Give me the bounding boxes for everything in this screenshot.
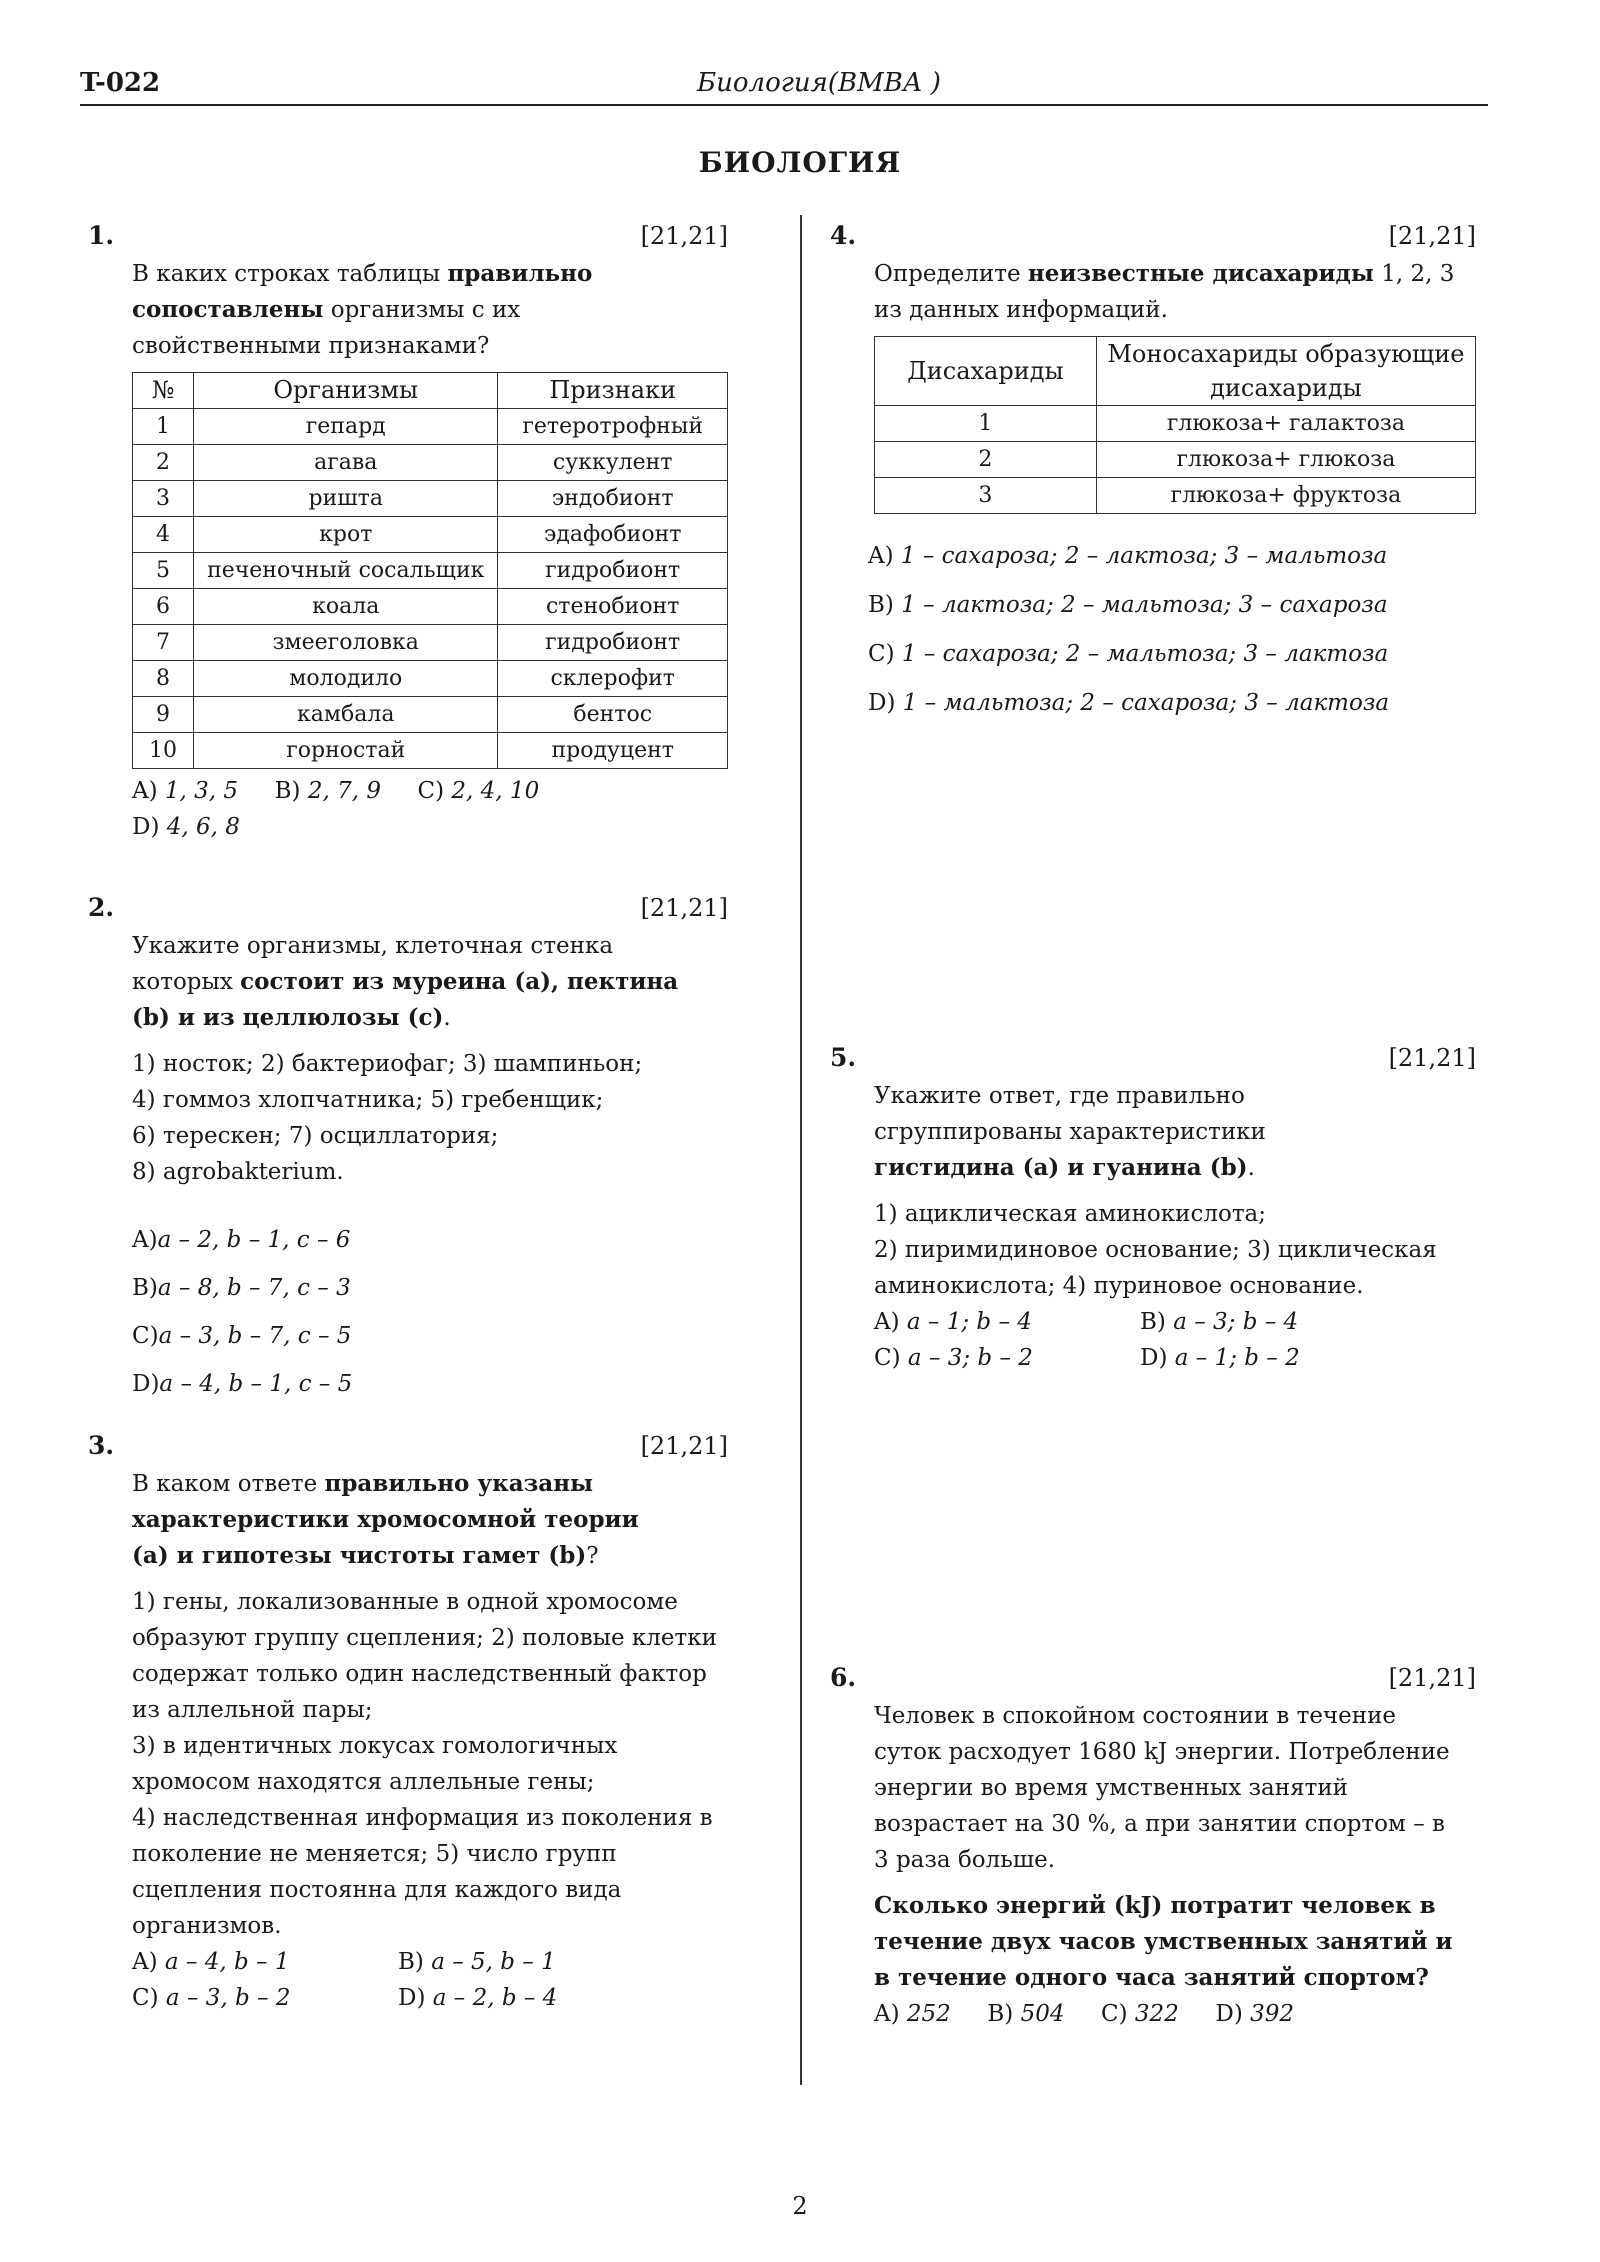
list-item: 2) пиримидиновое основание; 3) циклическая аминокислота; 4) пуриновое основание. — [874, 1237, 1437, 1299]
column-header: Дисахариды — [875, 337, 1097, 406]
table-row: 6 коала стенобионт — [133, 589, 728, 625]
table-row: 3 глюкоза+ фруктоза — [875, 478, 1476, 514]
question-4 — [830, 218, 1476, 728]
item-list — [132, 1584, 732, 1944]
table-row: 3 ришта эндобионт — [133, 481, 728, 517]
list-item: 3) в идентичных локусах гомологичных хромосом находятся аллельные гены; — [132, 1733, 618, 1795]
table-row: 10 горностай продуцент — [133, 733, 728, 769]
table-row: 2 глюкоза+ глюкоза — [875, 442, 1476, 478]
answer-option-a[interactable]: A) a – 1; b – 4 — [874, 1309, 1032, 1335]
answer-option-b[interactable]: B) 2, 7, 9 — [274, 778, 381, 804]
question-text: В каком ответе правильно указаны характеристики хромосомной теории (a) и гипотезы чистоты гамет (b)? — [132, 1470, 639, 1569]
table-row: 7 змееголовка гидробионт — [133, 625, 728, 661]
question-1 — [88, 218, 728, 845]
organisms-table — [132, 372, 728, 769]
question-6 — [830, 1660, 1476, 2032]
list-item: 8) agrobakterium. — [132, 1159, 344, 1185]
question-number: 4. — [830, 221, 857, 250]
answer-option-d[interactable]: D) a – 2, b – 4 — [398, 1985, 558, 2011]
list-item: 4) гоммоз хлопчатника; 5) гребенщик; — [132, 1087, 604, 1113]
answer-options — [874, 1304, 1476, 1376]
answer-option-c[interactable]: C) 322 — [1101, 2001, 1179, 2027]
answer-option-c[interactable]: C) 1 – сахароза; 2 – мальтоза; 3 – лактоза — [868, 641, 1389, 667]
answer-option-b[interactable]: B) 1 – лактоза; 2 – мальтоза; 3 – сахароза — [868, 592, 1388, 618]
answer-option-b[interactable]: B) a – 3; b – 4 — [1140, 1309, 1299, 1335]
disaccharides-table — [874, 336, 1476, 514]
answer-option-a[interactable]: A)a – 2, b – 1, c – 6 — [132, 1227, 351, 1253]
item-list — [132, 1046, 728, 1190]
list-item: 1) ациклическая аминокислота; — [874, 1201, 1267, 1227]
answer-option-a[interactable]: A) 1 – сахароза; 2 – лактоза; 3 – мальтоза — [868, 543, 1388, 569]
column-divider — [800, 215, 802, 2085]
column-header: Моносахариды образующие дисахариды — [1096, 337, 1475, 406]
table-row: 1 гепард гетеротрофный — [133, 409, 728, 445]
question-points: [21,21] — [1388, 1664, 1476, 1692]
test-code: T-022 — [80, 68, 161, 98]
question-number: 5. — [830, 1043, 857, 1072]
column-header: Признаки — [498, 373, 728, 409]
table-row: 5 печеночный сосальщик гидробионт — [133, 553, 728, 589]
question-points: [21,21] — [640, 894, 728, 922]
list-item: 4) наследственная информация из поколения в поколение не меняется; 5) число групп сцепления постоянна для каждого вида организмов. — [132, 1805, 713, 1939]
question-5 — [830, 1040, 1476, 1376]
column-header: № — [133, 373, 194, 409]
question-text: Укажите ответ, где правильно сгруппированы характеристики гистидина (a) и гуанина (b). — [874, 1083, 1266, 1181]
answer-option-c[interactable]: C) a – 3; b – 2 — [874, 1345, 1033, 1371]
table-row: 4 крот эдафобионт — [133, 517, 728, 553]
answer-option-d[interactable]: D) 4, 6, 8 — [132, 814, 240, 840]
answer-option-c[interactable]: C)a – 3, b – 7, c – 5 — [132, 1323, 352, 1349]
answer-option-c[interactable]: C) 2, 4, 10 — [417, 778, 540, 804]
answer-options — [132, 1944, 728, 2016]
answer-option-b[interactable]: B)a – 8, b – 7, c – 3 — [132, 1275, 351, 1301]
question-2 — [88, 890, 728, 1408]
table-row: 1 глюкоза+ галактоза — [875, 406, 1476, 442]
subject-title: Биология(ВМВА ) — [697, 68, 941, 98]
answer-option-d[interactable]: D) a – 1; b – 2 — [1140, 1345, 1300, 1371]
question-text: Сколько энергий (kJ) потратит человек в течение двух часов умственных занятий и в течение одного часа занятий спортом? — [874, 1892, 1453, 1991]
question-text: Укажите организмы, клеточная стенка которых состоит из муреина (a), пектина (b) и из целлюлозы (c). — [132, 933, 679, 1031]
answer-option-d[interactable]: D) 1 – мальтоза; 2 – сахароза; 3 – лактоза — [868, 690, 1390, 716]
question-number: 2. — [88, 893, 115, 922]
question-3 — [88, 1428, 728, 2016]
question-number: 3. — [88, 1431, 115, 1460]
table-row: 8 молодило склерофит — [133, 661, 728, 697]
column-header: Организмы — [194, 373, 498, 409]
question-number: 6. — [830, 1663, 857, 1692]
list-item: 1) гены, локализованные в одной хромосоме образуют группу сцепления; 2) половые клетки содержат только один наследственный фактор из аллельной пары; — [132, 1589, 717, 1723]
answer-options — [868, 532, 1476, 728]
table-header-row — [133, 373, 728, 409]
answer-option-b[interactable]: B) a – 5, b – 1 — [398, 1949, 556, 1975]
answer-option-d[interactable]: D) 392 — [1215, 2001, 1295, 2027]
question-number: 1. — [88, 221, 115, 250]
question-text: Определите неизвестные дисахариды 1, 2, 3 из данных информаций. — [874, 260, 1455, 323]
question-text: В каких строках таблицы правильно сопоставлены организмы с их свойственными признаками? — [132, 260, 593, 359]
answer-option-a[interactable]: A) 1, 3, 5 — [132, 778, 239, 804]
page-number: 2 — [792, 2192, 808, 2220]
answer-option-c[interactable]: C) a – 3, b – 2 — [132, 1985, 291, 2011]
question-points: [21,21] — [640, 1432, 728, 1460]
table-row: 9 камбала бентос — [133, 697, 728, 733]
question-points: [21,21] — [640, 222, 728, 250]
answer-options — [874, 1996, 1476, 2032]
answer-options — [132, 773, 728, 845]
answer-option-d[interactable]: D)a – 4, b – 1, c – 5 — [132, 1371, 353, 1397]
answer-option-a[interactable]: A) a – 4, b – 1 — [132, 1949, 290, 1975]
answer-option-b[interactable]: B) 504 — [987, 2001, 1065, 2027]
list-item: 1) носток; 2) бактериофаг; 3) шампиньон; — [132, 1051, 643, 1077]
question-points: [21,21] — [1388, 1044, 1476, 1072]
table-header-row — [875, 337, 1476, 406]
page-header — [80, 64, 1488, 106]
list-item: 6) терескен; 7) осциллатория; — [132, 1123, 499, 1149]
page-title: БИОЛОГИЯ — [698, 146, 902, 179]
answer-option-a[interactable]: A) 252 — [874, 2001, 951, 2027]
question-points: [21,21] — [1388, 222, 1476, 250]
problem-text: Человек в спокойном состоянии в течение суток расходует 1680 kJ энергии. Потребление энергии во время умственных занятий возрастает на 30 %, а при занятии спортом – в 3 раза больше. — [874, 1703, 1450, 1873]
table-row: 2 агава суккулент — [133, 445, 728, 481]
answer-options — [132, 1216, 728, 1408]
item-list — [874, 1196, 1484, 1304]
